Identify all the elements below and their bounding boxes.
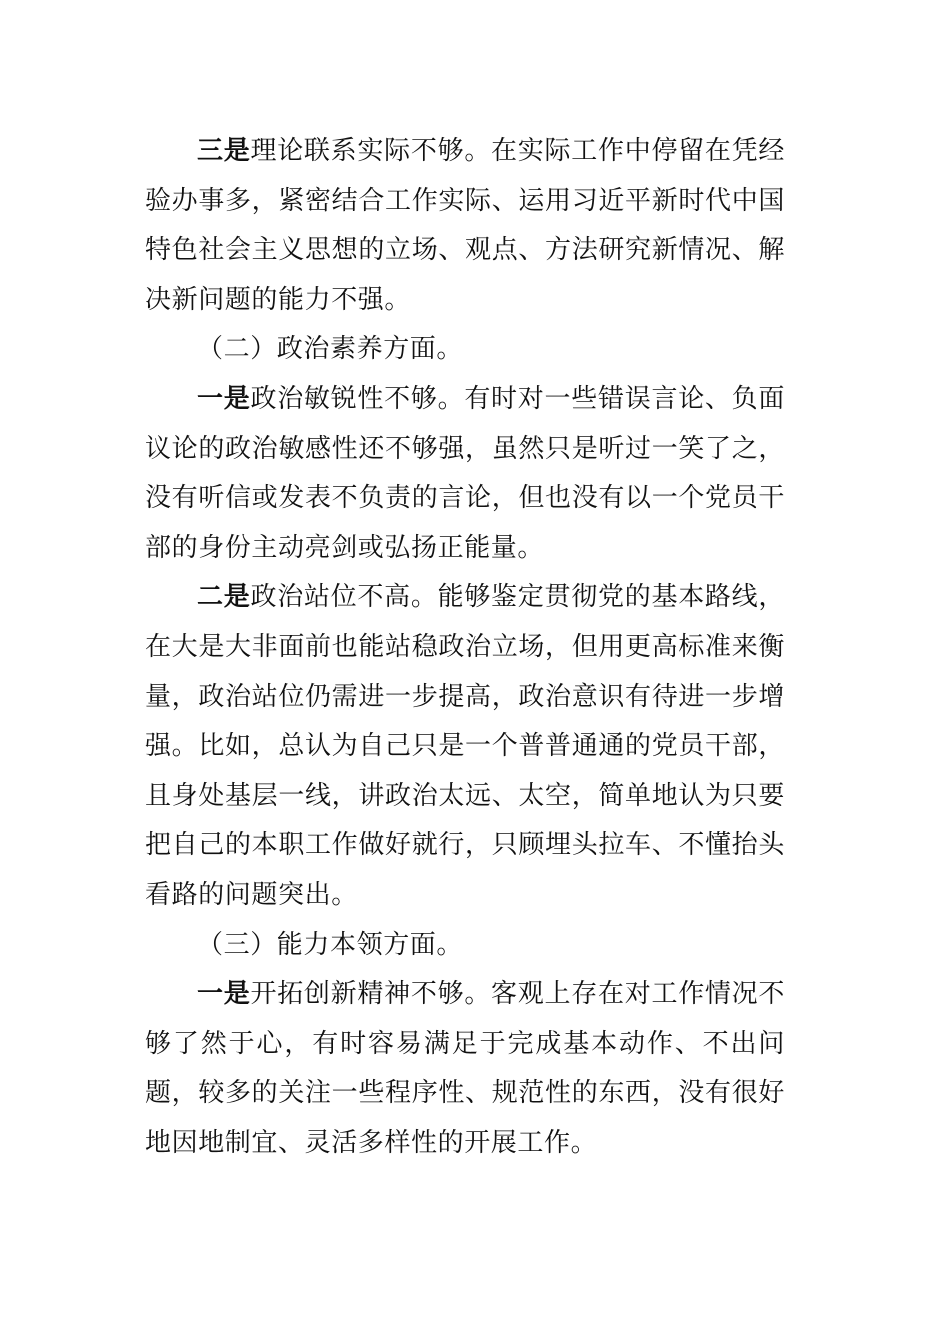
paragraph-lead: 二是: [197, 582, 251, 613]
paragraph-theory-practice: [145, 127, 785, 325]
paragraph-lead: 三是: [197, 136, 251, 166]
paragraph-text: 开拓创新精神不够。客观上存在对工作情况不够了然于心，有时容易满足于完成基本动作、不出问题，较多的关注一些程序性、规范性的东西，没有很好地因地制宜、灵活多样性的开展工作。: [145, 979, 785, 1158]
section-heading-political-quality: （二）政治素养方面。: [197, 334, 464, 365]
paragraph-innovation-spirit: [145, 970, 785, 1168]
section-heading-ability: （三）能力本领方面。: [197, 929, 464, 960]
document-body: [145, 127, 785, 1168]
paragraph-political-sensitivity: [145, 375, 785, 573]
paragraph-text: 政治站位不高。能够鉴定贯彻党的基本路线，在大是大非面前也能站稳政治立场，但用更高标准来衡量，政治站位仍需进一步提高，政治意识有待进一步增强。比如，总认为自己只是一个普普通通的党员干部，且身处基层一线，讲政治太远、太空，简单地认为只要把自己的本职工作做好就行，只顾埋头拉车、不懂抬头看路的问题突出。: [145, 582, 785, 910]
paragraph-lead: 一是: [197, 383, 251, 414]
paragraph-text: 政治敏锐性不够。有时对一些错误言论、负面议论的政治敏感性还不够强，虽然只是听过一笑了之，没有听信或发表不负责的言论，但也没有以一个党员干部的身份主动亮剑或弘扬正能量。: [145, 383, 785, 563]
paragraph-lead: 一是: [197, 979, 251, 1010]
paragraph-text: 理论联系实际不够。在实际工作中停留在凭经验办事多，紧密结合工作实际、运用习近平新时代中国特色社会主义思想的立场、观点、方法研究新情况、解决新问题的能力不强。: [145, 136, 785, 315]
paragraph-political-standing: [145, 573, 785, 920]
